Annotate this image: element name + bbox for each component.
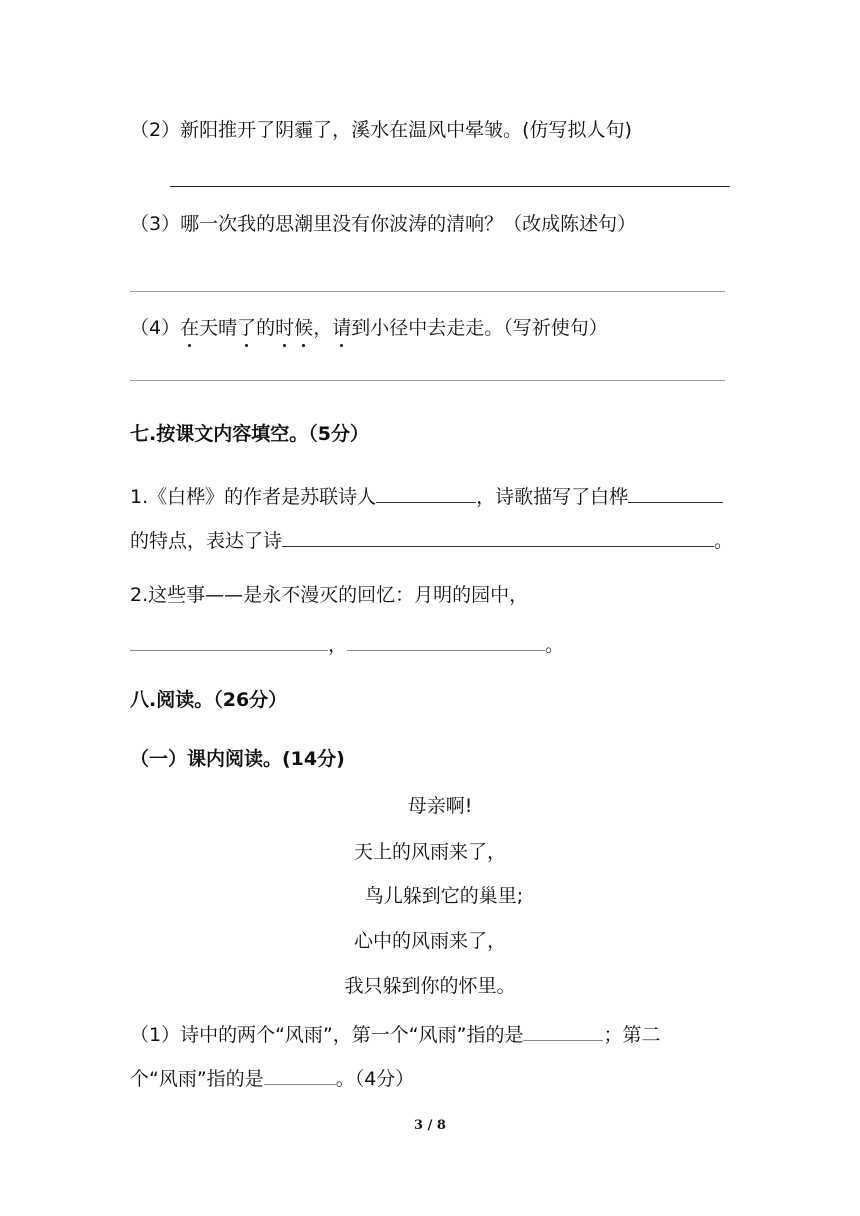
emphasis-char: 候	[294, 317, 314, 339]
text: 。（4分）	[335, 1068, 415, 1090]
answer-line-6-3[interactable]	[130, 291, 725, 292]
poem-line: 我只躲到你的怀里。	[344, 975, 516, 997]
fill-blank-emotion[interactable]	[282, 526, 714, 547]
text: 个“风雨”指的是	[130, 1068, 264, 1090]
poem-line: 母亲啊!	[407, 795, 473, 817]
question-6-item-4-prefix: （4）	[130, 317, 181, 339]
poem-line: 心中的风雨来了，	[353, 930, 506, 952]
emphasis-char: 时	[275, 317, 295, 339]
fill-blank-feature[interactable]	[628, 482, 723, 503]
page-number: 3 / 8	[414, 1118, 446, 1133]
fill-blank-poet[interactable]	[376, 482, 476, 503]
emphasis-char: 请	[332, 317, 352, 339]
poem-line: 鸟儿躲到它的巢里;	[364, 885, 524, 907]
question-6-item-3: （3）哪一次我的思潮里没有你波涛的清响？（改成陈述句）	[130, 213, 637, 235]
fill-blank-recall-1[interactable]	[130, 630, 328, 651]
fill-blank-recall-2[interactable]	[347, 630, 545, 651]
section-8-heading: 八.阅读。（26分）	[130, 689, 288, 711]
section-8-sub-1: （一）课内阅读。(14分)	[130, 748, 345, 770]
text: （1）诗中的两个“风雨”，第一个“风雨”指的是	[130, 1024, 524, 1046]
plain-text: 到小径中去走走。	[351, 317, 504, 339]
answer-line-6-2[interactable]	[170, 186, 730, 187]
section-7-heading: 七.按课文内容填空。（5分）	[130, 423, 369, 445]
fill-blank-wind-rain-2[interactable]	[264, 1064, 336, 1085]
text: 。	[714, 530, 734, 552]
question-6-item-2: （2）新阳推开了阴霾了，溪水在温风中晕皱。(仿写拟人句)	[130, 119, 632, 141]
text: ，	[328, 634, 348, 656]
question-7-item-2: 2.这些事——是永不漫灭的回忆：月明的园中，	[130, 584, 529, 606]
plain-text: 的	[256, 317, 276, 339]
answer-line-6-4[interactable]	[130, 380, 725, 381]
question-6-item-4-suffix: （写祈使句）	[503, 317, 608, 339]
text: ；第二	[603, 1024, 661, 1046]
question-7-item-2-blanks	[130, 630, 564, 657]
emphasis-char: 在	[180, 317, 200, 339]
question-8-item-1-line-1	[130, 1020, 660, 1047]
poem-line: 天上的风雨来了，	[353, 841, 506, 863]
fill-blank-wind-rain-1[interactable]	[523, 1020, 603, 1041]
question-7-item-1-line-1	[130, 482, 723, 509]
plain-text: 天晴	[199, 317, 238, 339]
question-6-item-4	[130, 316, 608, 340]
text: ，诗歌描写了白桦	[476, 486, 629, 508]
text: 的特点，表达了诗	[130, 530, 283, 552]
question-7-item-1-line-2	[130, 526, 733, 553]
text: 。	[545, 634, 565, 656]
plain-text: ，	[313, 317, 333, 339]
text: 1.《白桦》的作者是苏联诗人	[130, 486, 377, 508]
emphasis-char: 了	[237, 317, 257, 339]
question-8-item-1-line-2	[130, 1064, 414, 1091]
